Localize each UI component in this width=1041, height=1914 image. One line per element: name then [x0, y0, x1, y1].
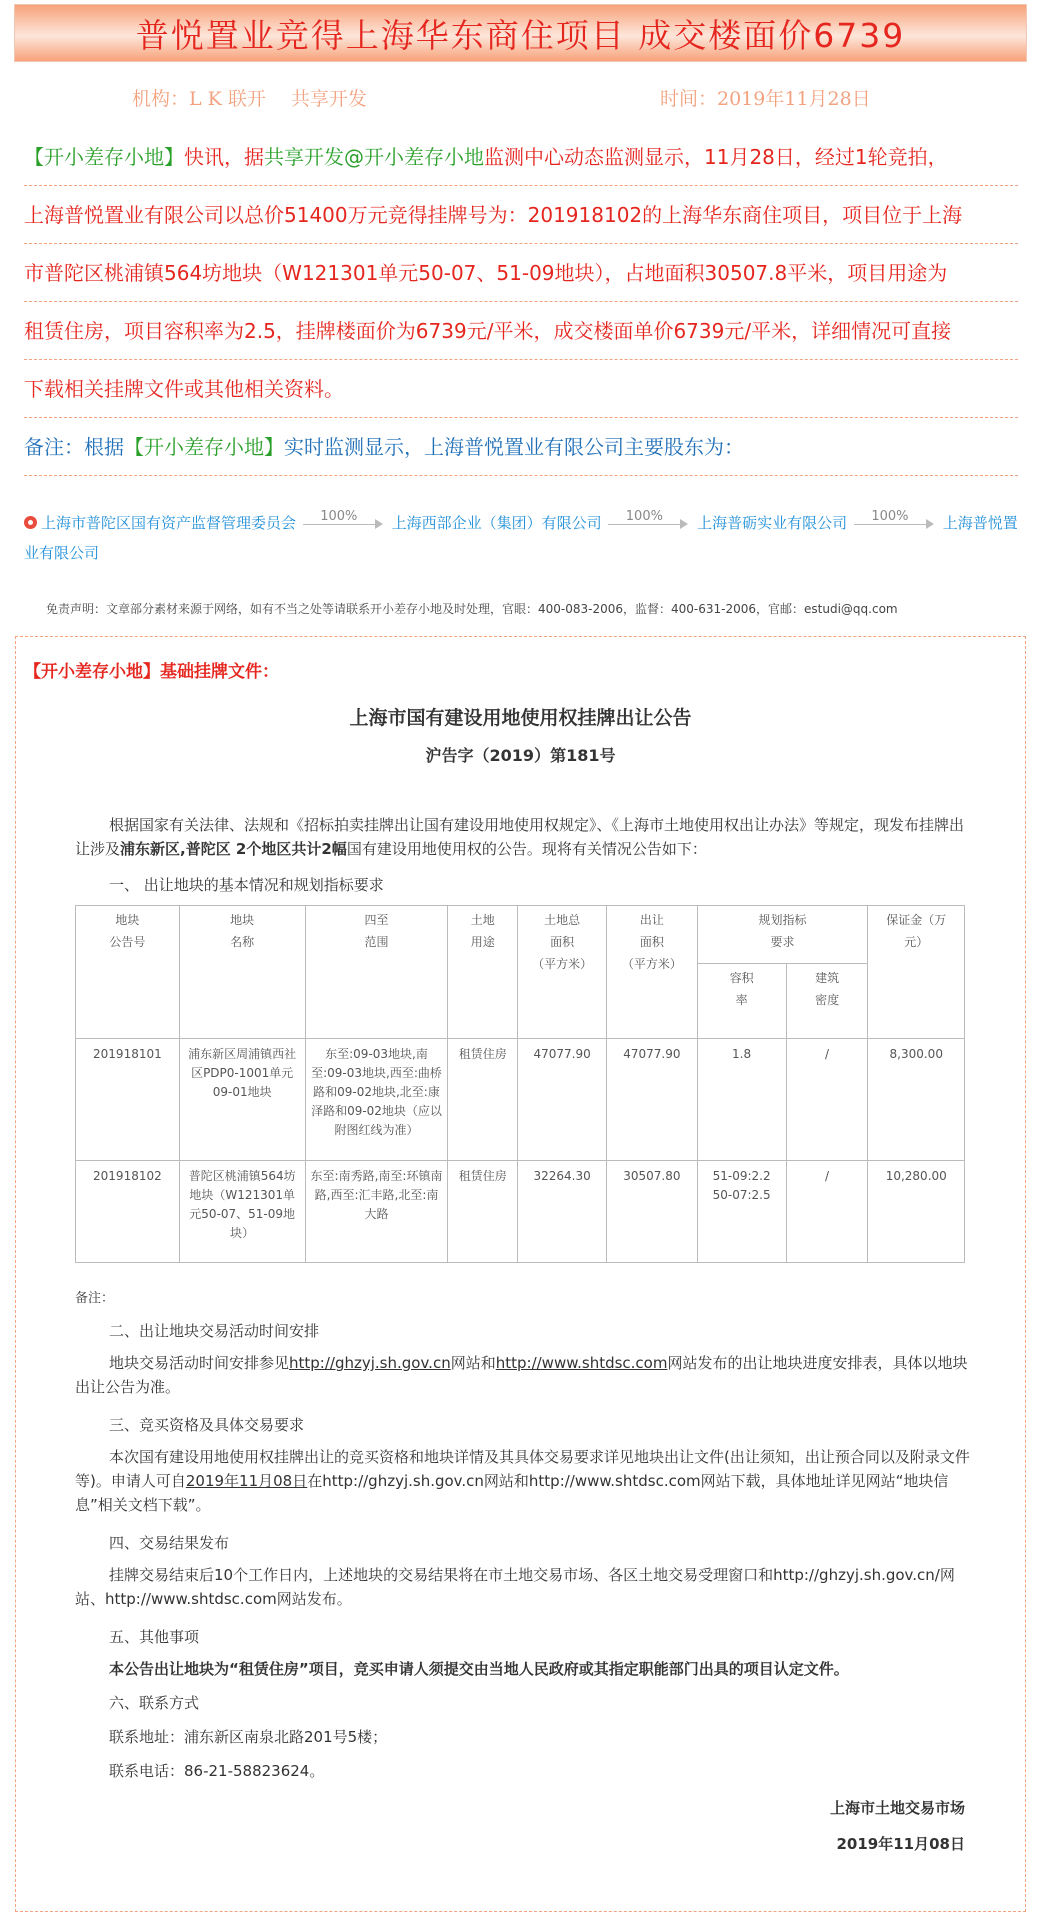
news-line-2: 上海普悦置业有限公司以总价51400万元竞得挂牌号为：201918102的上海华东商住项目，项目位于上海 [24, 186, 1018, 244]
disclaimer: 免责声明：文章部分素材来源于网络，如有不当之处等请联系开小差存小地及时处理，官眼：400-083-2006，监督：400-631-2006，官邮：estudi@qq.com [46, 602, 898, 616]
headline-banner [14, 4, 1027, 62]
section-1-title: 一、 出让地块的基本情况和规划指标要求 [109, 876, 384, 894]
news-line-3: 市普陀区桃浦镇564坊地块（W121301单元50-07、51-09地块），占地面积30507.8平米，项目用途为 [24, 244, 1018, 302]
table-note: 备注： [75, 1291, 115, 1306]
cell-name: 普陀区桃浦镇564坊地块（W121301单元50-07、51-09地块） [179, 1161, 305, 1263]
brand-tag: 【开小差存小地】 [24, 662, 160, 682]
intro-highlight: 浦东新区,普陀区 2个地区共计2幅 [120, 840, 347, 858]
link-ghzyj[interactable]: http://ghzyj.sh.gov.cn [289, 1354, 451, 1372]
news-line-5: 下载相关挂牌文件或其他相关资料。 [24, 360, 1018, 418]
meta-org: 机构：L K 联开 共享开发 [132, 88, 367, 110]
col-header-deposit: 保证金（万 元） [868, 906, 965, 1039]
news-note [24, 418, 1018, 476]
section-2-text: 地块交易活动时间安排参见http://ghzyj.sh.gov.cn网站和http://www.shtdsc.com网站发布的出让地块进度安排表，具体以地块出让公告为准。 [75, 1354, 968, 1396]
cell-area: 32264.30 [518, 1161, 607, 1263]
parcel-table [75, 905, 965, 1263]
col-header-border: 四至 范围 [305, 906, 448, 1039]
company-flag-icon [24, 516, 37, 529]
col-header-area: 土地总 面积 （平方米） [518, 906, 607, 1039]
cell-use: 租赁住房 [448, 1161, 518, 1263]
cell-no: 201918101 [76, 1039, 180, 1161]
cell-border: 东至:09-03地块,南至:09-03地块,西至:曲桥路和09-02地块,北至:康泽路和09-02地块（应以附图红线为准） [305, 1039, 448, 1161]
col-header-plan: 规划指标 要求 [697, 906, 868, 964]
headline-title: 普悦置业竞得上海华东商住项目 成交楼面价6739 [135, 15, 906, 55]
section-5-text: 本公告出让地块为“租赁住房”项目，竞买申请人须提交由当地人民政府或其指定职能部门出具的项目认定文件。 [109, 1660, 849, 1678]
cell-border: 东至:南秀路,南至:环镇南路,西至:汇丰路,北至:南大路 [305, 1161, 448, 1263]
section-6-title: 六、联系方式 [109, 1694, 200, 1712]
news-line-1 [24, 128, 1018, 186]
brand-tag: 【开小差存小地】 [124, 435, 284, 459]
section-4-title: 四、交易结果发布 [109, 1534, 230, 1552]
brand-link[interactable]: 共享开发@开小差存小地 [264, 145, 484, 169]
meta-time: 时间：2019年11月28日 [660, 88, 871, 110]
intro-text: 根据国家有关法律、法规和《招标拍卖挂牌出让国有建设用地使用权规定》、《上海市土地使用权出让办法》等规定，现发布挂牌出让涉及 [75, 816, 965, 858]
col-header-use: 土地 用途 [448, 906, 518, 1039]
cell-deposit: 10,280.00 [868, 1161, 965, 1263]
intro-paragraph [75, 813, 965, 861]
share-arrow [303, 508, 385, 531]
heading-text: 基础挂牌文件： [160, 662, 279, 682]
signature-org: 上海市土地交易市场 [829, 1799, 965, 1817]
cell-use: 租赁住房 [448, 1039, 518, 1161]
shareholder-chain [24, 508, 1024, 568]
cell-far: 51-09:2.2 50-07:2.5 [697, 1161, 786, 1263]
news-text: 监测中心动态监测显示，11月28日，经过1轮竞拍， [484, 145, 948, 169]
document-title: 上海市国有建设用地使用权挂牌出让公告 [349, 707, 692, 729]
cell-area: 47077.90 [518, 1039, 607, 1161]
col-header-density: 建筑 密度 [786, 964, 868, 1039]
note-text: 实时监测显示，上海普悦置业有限公司主要股东为： [284, 435, 744, 459]
signature-date: 2019年11月08日 [836, 1835, 965, 1853]
table-row [76, 1161, 965, 1263]
section-3-text: 本次国有建设用地使用权挂牌出让的竞买资格和地块详情及其具体交易要求详见地块出让文件(出让须知，出让预合同以及附录文件等)。申请人可自2019年11月08日在http://ghzyj.sh.gov.cn网站和http://www.shtdsc.com网站下载，具体地址详见网站“地块信息”相关文档下载”。 [75, 1448, 970, 1514]
share-arrow [854, 508, 936, 531]
news-text: 快讯，据 [184, 145, 264, 169]
section-3-title: 三、竞买资格及具体交易要求 [109, 1416, 305, 1434]
cell-far: 1.8 [697, 1039, 786, 1161]
intro-text: 国有建设用地使用权的公告。现将有关情况公告如下： [346, 840, 707, 858]
shareholder-1[interactable]: 上海市普陀区国有资产监督管理委员会 [41, 514, 297, 532]
share-percent: 100% [871, 508, 909, 524]
link-shtdsc[interactable]: http://www.shtdsc.com [495, 1354, 668, 1372]
news-line-4: 租赁住房，项目容积率为2.5，挂牌楼面价为6739元/平米，成交楼面单价6739元/平米，详细情况可直接 [24, 302, 1018, 360]
shareholder-2[interactable]: 上海西部企业（集团）有限公司 [391, 514, 602, 532]
col-header-no: 地块 公告号 [76, 906, 180, 1039]
contact-address: 联系地址：浦东新区南泉北路201号5楼； [109, 1728, 388, 1746]
section-5-title: 五、其他事项 [109, 1628, 200, 1646]
cell-no: 201918102 [76, 1161, 180, 1263]
col-header-far: 容积 率 [697, 964, 786, 1039]
contact-phone: 联系电话：86-21-58823624。 [109, 1762, 325, 1780]
download-date: 2019年11月08日 [185, 1472, 308, 1490]
note-text: 备注：根据 [24, 435, 124, 459]
shareholder-4[interactable]: 上海普悦置业有限公司 [24, 514, 1018, 562]
shareholder-3[interactable]: 上海普砺实业有限公司 [697, 514, 848, 532]
share-arrow [608, 508, 690, 531]
cell-sell-area: 47077.90 [607, 1039, 697, 1161]
share-percent: 100% [320, 508, 358, 524]
document-number: 沪告字（2019）第181号 [425, 746, 616, 765]
document-heading [24, 657, 279, 682]
brand-tag: 【开小差存小地】 [24, 145, 184, 169]
col-header-name: 地块 名称 [179, 906, 305, 1039]
cell-density: / [786, 1161, 868, 1263]
section-4-text: 挂牌交易结束后10个工作日内，上述地块的交易结果将在市土地交易市场、各区土地交易受理窗口和http://ghzyj.sh.gov.cn/网站、http://www.shtdsc.com网站发布。 [75, 1566, 955, 1608]
cell-density: / [786, 1039, 868, 1161]
table-row [76, 1039, 965, 1161]
cell-deposit: 8,300.00 [868, 1039, 965, 1161]
share-percent: 100% [625, 508, 663, 524]
col-header-sell-area: 出让 面积 （平方米） [607, 906, 697, 1039]
listing-document [15, 636, 1026, 1912]
section-2-title: 二、出让地块交易活动时间安排 [109, 1322, 320, 1340]
cell-name: 浦东新区周浦镇西社区PDP0-1001单元09-01地块 [179, 1039, 305, 1161]
cell-sell-area: 30507.80 [607, 1161, 697, 1263]
